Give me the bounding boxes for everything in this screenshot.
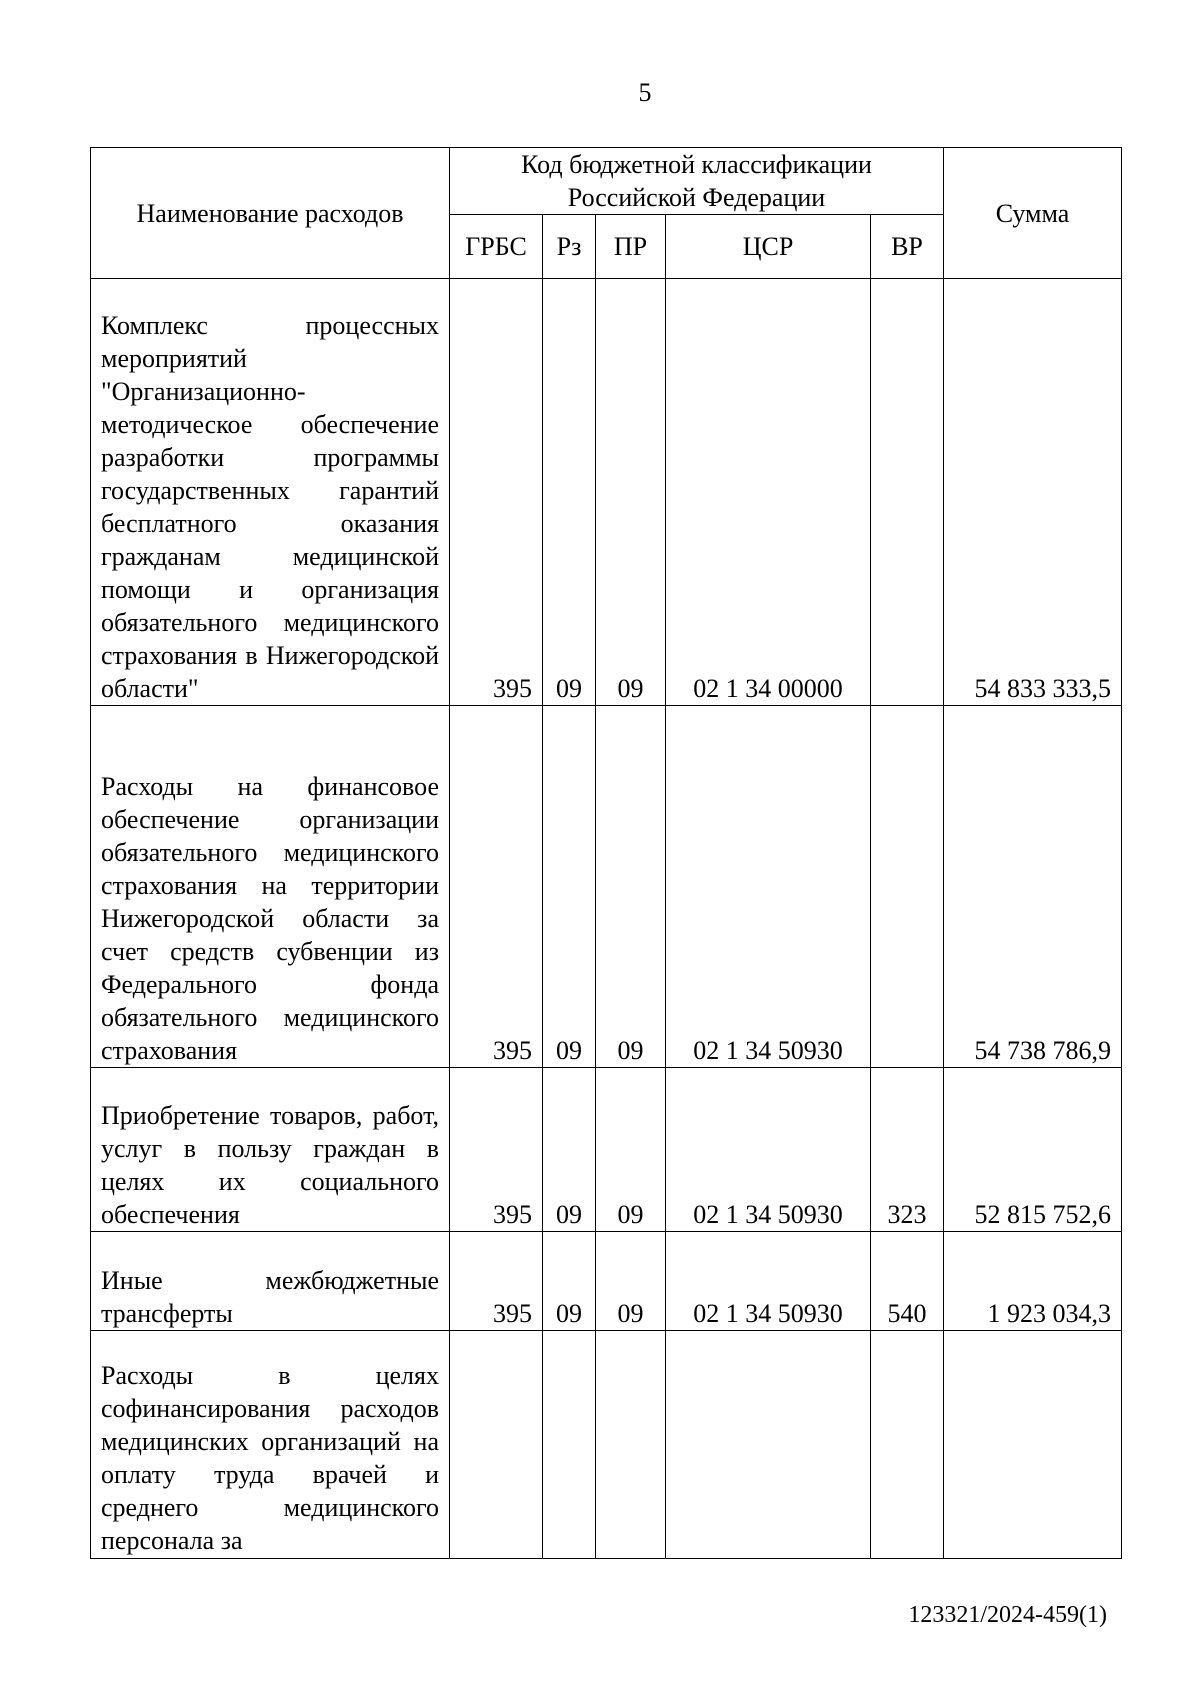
row-sum: 52 815 752,6 [944,1068,1122,1232]
row-csr: 02 1 34 50930 [666,1232,871,1331]
table-row [91,279,1122,706]
row-sum [944,1331,1122,1559]
row-grbs: 395 [450,706,543,1068]
header-pr: ПР [596,215,666,279]
row-pr [596,1331,666,1559]
row-pr: 09 [596,1232,666,1331]
row-vr: 540 [871,1232,944,1331]
row-vr: 323 [871,1068,944,1232]
row-sum: 1 923 034,3 [944,1232,1122,1331]
row-csr: 02 1 34 00000 [666,279,871,706]
header-csr: ЦСР [666,215,871,279]
row-rz: 09 [543,1068,596,1232]
table-row [91,1068,1122,1232]
header-name: Наименование расходов [91,148,450,279]
row-rz: 09 [543,1232,596,1331]
row-sum: 54 833 333,5 [944,279,1122,706]
table-row [91,1331,1122,1559]
header-code-group: Код бюджетной классификации Российской Федерации [450,148,944,215]
row-name: Приобретение товаров, работ, услуг в пользу граждан в целях их социального обеспечения [91,1068,450,1232]
header-grbs: ГРБС [450,215,543,279]
row-grbs [450,1331,543,1559]
table-row [91,706,1122,1068]
row-pr: 09 [596,279,666,706]
row-name: Расходы в целях софинансирования расходов медицинских организаций на оплату труда врачей и среднего медицинского персонала за [91,1331,450,1559]
row-sum: 54 738 786,9 [944,706,1122,1068]
header-vr: ВР [871,215,944,279]
page-number: 5 [638,78,652,107]
header-rz: Рз [543,215,596,279]
row-name: Расходы на финансовое обеспечение организации обязательного медицинского страхования на территории Нижегородской области за счет средств субвенции из Федерального фонда обязательного медицинского страхования [91,706,450,1068]
header-row-1 [91,148,1122,215]
row-rz: 09 [543,706,596,1068]
row-pr: 09 [596,706,666,1068]
document-registration-number: 123321/2024-459(1) [908,1602,1107,1628]
row-csr: 02 1 34 50930 [666,1068,871,1232]
budget-table [90,147,1122,1559]
row-name: Комплекс процессных мероприятий "Организационно-методическое обеспечение разработки программы государственных гарантий бесплатного оказания гражданам медицинской помощи и организация обязательного медицинского страхования в Нижегородской области" [91,279,450,706]
row-csr: 02 1 34 50930 [666,706,871,1068]
row-vr [871,706,944,1068]
row-name: Иные межбюджетные трансферты [91,1232,450,1331]
row-vr [871,279,944,706]
row-grbs: 395 [450,1232,543,1331]
table-row [91,1232,1122,1331]
row-rz: 09 [543,279,596,706]
row-rz [543,1331,596,1559]
row-pr: 09 [596,1068,666,1232]
row-csr [666,1331,871,1559]
row-grbs: 395 [450,1068,543,1232]
row-vr [871,1331,944,1559]
row-grbs: 395 [450,279,543,706]
header-sum: Сумма [944,148,1122,279]
